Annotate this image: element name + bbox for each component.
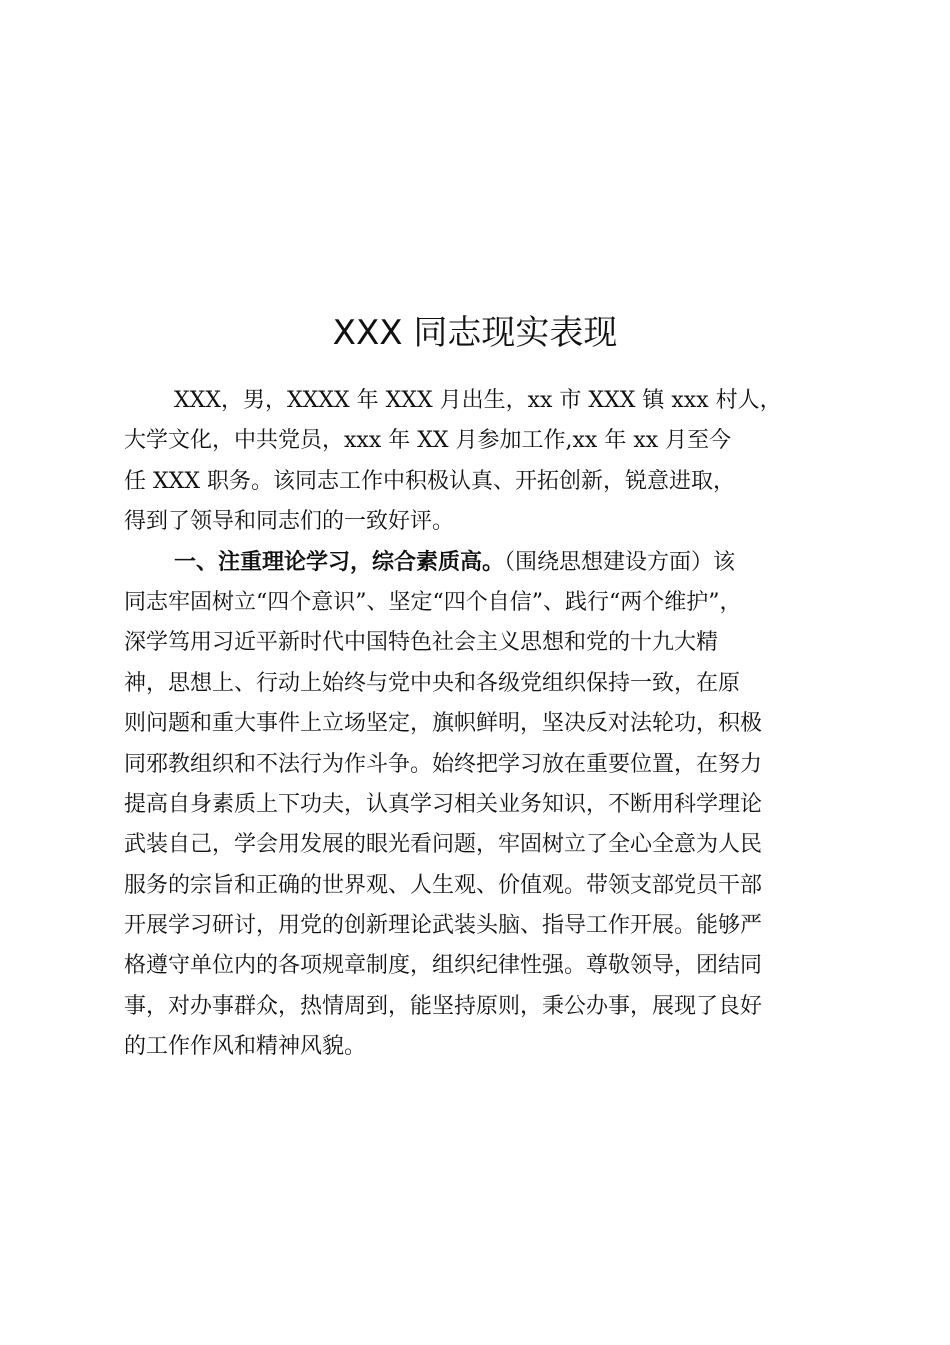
paragraph-line: 提高自身素质上下功夫，认真学习相关业务知识，不断用科学理论 [124,791,763,817]
paragraph-line: 深学笃用习近平新时代中国特色社会主义思想和党的十九大精 [124,630,719,656]
paragraph-line: 则问题和重大事件上立场坚定，旗帜鲜明，坚决反对法轮功，积极 [124,711,763,737]
paragraph-line: 格遵守单位内的各项规章制度，组织纪律性强。尊敬领导，团结同 [124,953,763,979]
paragraph-line: 服务的宗旨和正确的世界观、人生观、价值观。带领支部党员干部 [124,872,763,898]
paragraph-line: 开展学习研讨，用党的创新理论武装头脑、指导工作开展。能够严 [124,913,763,939]
document-body [124,381,839,1068]
section-heading-line [124,543,839,583]
paragraph-line: 神，思想上、行动上始终与党中央和各级党组织保持一致，在原 [124,670,741,696]
paragraph-line: 的工作作风和精神风貌。 [124,1034,367,1060]
paragraph-line: 武装自己，学会用发展的眼光看问题，牢固树立了全心全意为人民 [124,832,763,858]
document-title: XXX 同志现实表现 [332,313,618,353]
paragraph-line: 大学文化，中共党员，xxx 年 XX 月参加工作,xx 年 xx 月至今 [124,428,732,454]
section-heading-rest: （围绕思想建设方面）该 [504,549,736,575]
paragraph-line: XXX，男，XXXX 年 XXX 月出生，xx 市 XXX 镇 xxx 村人， [174,388,782,413]
paragraph-line: 任 XXX 职务。该同志工作中积极认真、开拓创新，锐意进取， [124,468,735,494]
paragraph-line: 得到了领导和同志们的一致好评。 [124,509,455,535]
paragraph-line: 事，对办事群众，热情周到，能坚持原则，秉公办事，展现了良好 [124,993,763,1019]
section-heading: 一、注重理论学习，综合素质高。 [174,549,505,575]
paragraph-line: 同志牢固树立“四个意识”、坚定“四个自信”、践行“两个维护”， [124,589,742,615]
paragraph-line: 同邪教组织和不法行为作斗争。始终把学习放在重要位置，在努力 [124,751,763,777]
